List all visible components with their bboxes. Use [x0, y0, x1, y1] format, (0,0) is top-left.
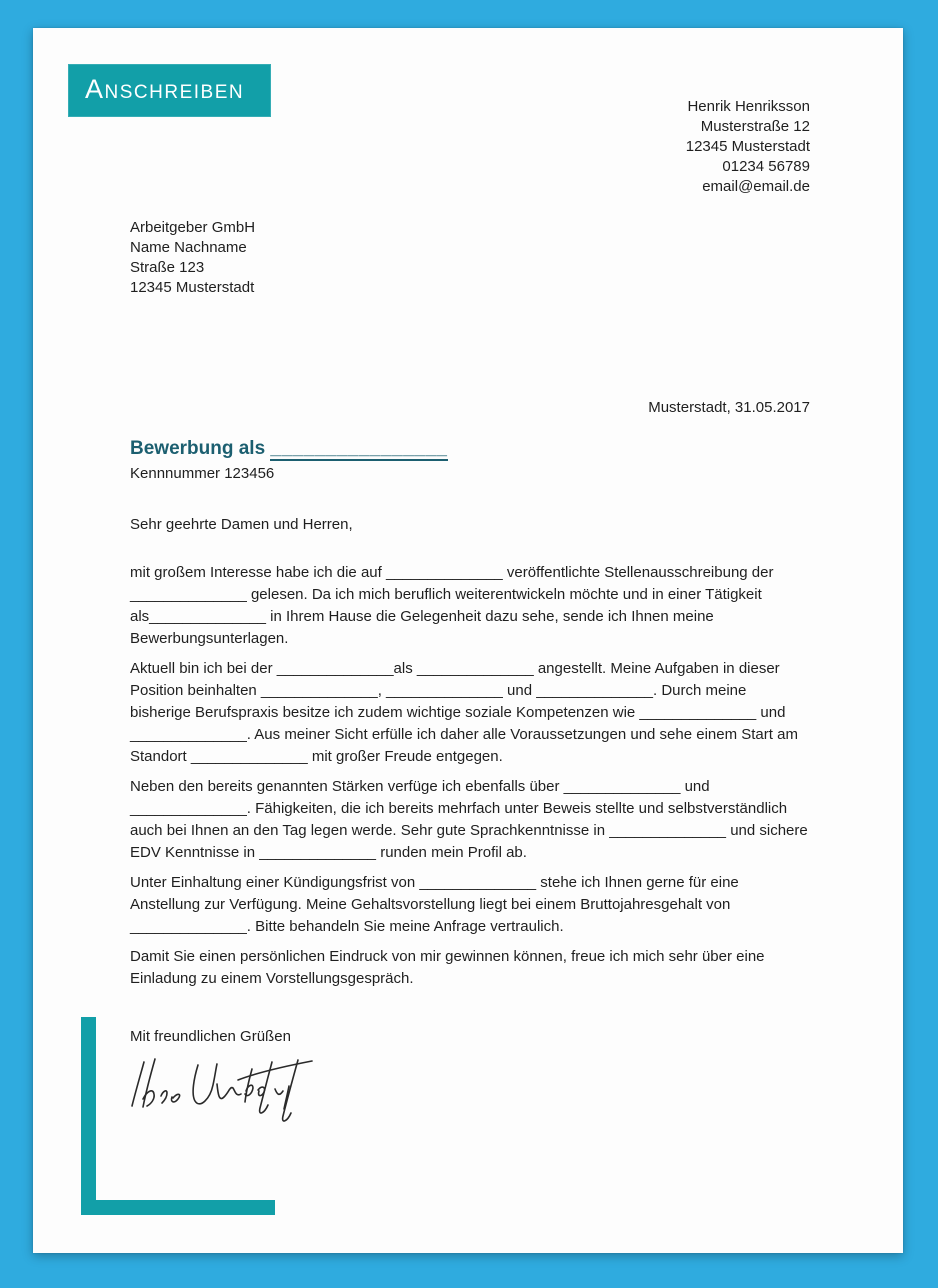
sender-address-block	[130, 97, 810, 197]
sender-line: Musterstraße 12	[700, 118, 810, 135]
letter-body	[130, 562, 810, 990]
date-line: Musterstadt, 31.05.2017	[648, 399, 810, 416]
salutation: Sehr geehrte Damen und Herren,	[130, 516, 353, 533]
anschreiben-header-label: Anschreiben	[85, 74, 245, 104]
subject-prefix: Bewerbung als	[130, 438, 271, 459]
sender-line: 12345 Musterstadt	[685, 138, 810, 155]
corner-accent-decoration	[81, 1017, 275, 1215]
paragraph-strengths: Neben den bereits genannten Stärken verfüge ich ebenfalls über ______________ und ______________. Fähigkeiten, die ich bereits mehrfach unter Beweis stellte und selbstverständlich auch bei Ihnen an den Tag legen werde. Sehr gute Sprachkenntnisse in ______________ und sichere EDV Kenntnisse in ______________ runden mein Profil ab.	[130, 778, 808, 861]
recipient-line: Name Nachname	[130, 239, 247, 256]
sender-line: Henrik Henriksson	[687, 98, 810, 115]
closing-phrase: Mit freundlichen Grüßen	[130, 1028, 291, 1045]
letter-page	[33, 28, 903, 1253]
reference-number: Kennnummer 123456	[130, 465, 275, 482]
recipient-line: Straße 123	[130, 259, 205, 276]
paragraph-current-position: Aktuell bin ich bei der ______________als ______________ angestellt. Meine Aufgaben in dieser Position beinhalten ______________, ______________ und ______________. Durch meine bisherige Berufspraxis besitze ich zudem wichtige soziale Kompetenzen wie ______________ und ______________. Aus meiner Sicht erfülle ich daher alle Voraussetzungen und sehe einem Start am Standort ______________ mit großer Freude entgegen.	[130, 660, 798, 765]
sender-line: email@email.de	[702, 178, 810, 195]
recipient-address-block	[130, 218, 810, 298]
sender-line: 01234 56789	[722, 158, 810, 175]
paragraph-notice-salary: Unter Einhaltung einer Kündigungsfrist von ______________ stehe ich Ihnen gerne für eine Anstellung zur Verfügung. Meine Gehaltsvorstellung liegt bei einem Bruttojahresgehalt von ______________. Bitte behandeln Sie meine Anfrage vertraulich.	[130, 874, 739, 935]
subject-blank: ________________	[270, 438, 448, 459]
paragraph-intro: mit großem Interesse habe ich die auf ______________ veröffentlichte Stellenausschreibung der ______________ gelesen. Da ich mich beruflich weiterentwickeln möchte und in einer Tätigkeit als______________ in Ihrem Hause die Gelegenheit dazu sehe, sende ich Ihnen meine Bewerbungsunterlagen.	[130, 564, 774, 647]
recipient-line: Arbeitgeber GmbH	[130, 219, 256, 236]
recipient-line: 12345 Musterstadt	[130, 279, 255, 296]
subject-heading	[130, 436, 810, 462]
paragraph-interview-request: Damit Sie einen persönlichen Eindruck von mir gewinnen können, freue ich mich sehr über eine Einladung zu einem Vorstellungsgespräch.	[130, 948, 765, 987]
